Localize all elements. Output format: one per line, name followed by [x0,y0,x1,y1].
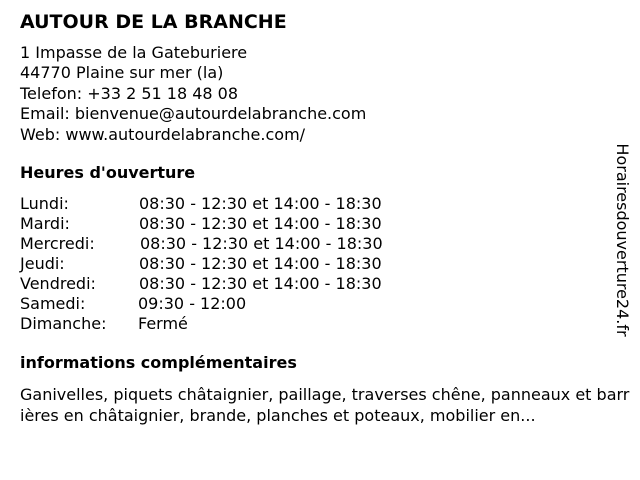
time-value: 08:30 - 12:30 et 14:00 - 18:30 [139,194,382,213]
day-label: Lundi: [20,194,69,213]
email-address: Email: bienvenue@autourdelabranche.com [20,104,367,124]
day-label: Vendredi: [20,274,96,293]
time-value: 08:30 - 12:30 et 14:00 - 18:30 [139,274,382,293]
address-line-1: 1 Impasse de la Gateburiere [20,43,248,62]
time-value: 08:30 - 12:30 et 14:00 - 18:30 [139,254,382,273]
website: Web: www.autourdelabranche.com/ [20,124,306,144]
day-label: Mercredi: [20,234,95,253]
time-value: 09:30 - 12:00 [138,294,247,313]
info-heading: informations complémentaires [20,353,297,372]
day-label: Mardi: [20,214,70,233]
day-label: Samedi: [20,294,86,313]
site-watermark: Horairesdouverture24.fr [613,143,632,337]
time-value: 08:30 - 12:30 et 14:00 - 18:30 [140,234,383,253]
info-description: Ganivelles, piquets châtaignier, paillage, traverses chêne, panneaux et barrières en châtaignier, brande, planches et poteaux, mobilier en... [20,385,630,425]
day-label: Dimanche: [20,314,107,333]
address-line-2: 44770 Plaine sur mer (la) [20,63,224,83]
phone-number: Telefon: +33 2 51 18 48 08 [20,83,239,103]
contact-block [20,43,366,145]
business-name: AUTOUR DE LA BRANCHE [20,11,287,33]
hours-heading: Heures d'ouverture [20,163,196,182]
time-value: Fermé [138,314,188,333]
day-label: Jeudi: [20,254,65,273]
time-value: 08:30 - 12:30 et 14:00 - 18:30 [139,214,382,233]
